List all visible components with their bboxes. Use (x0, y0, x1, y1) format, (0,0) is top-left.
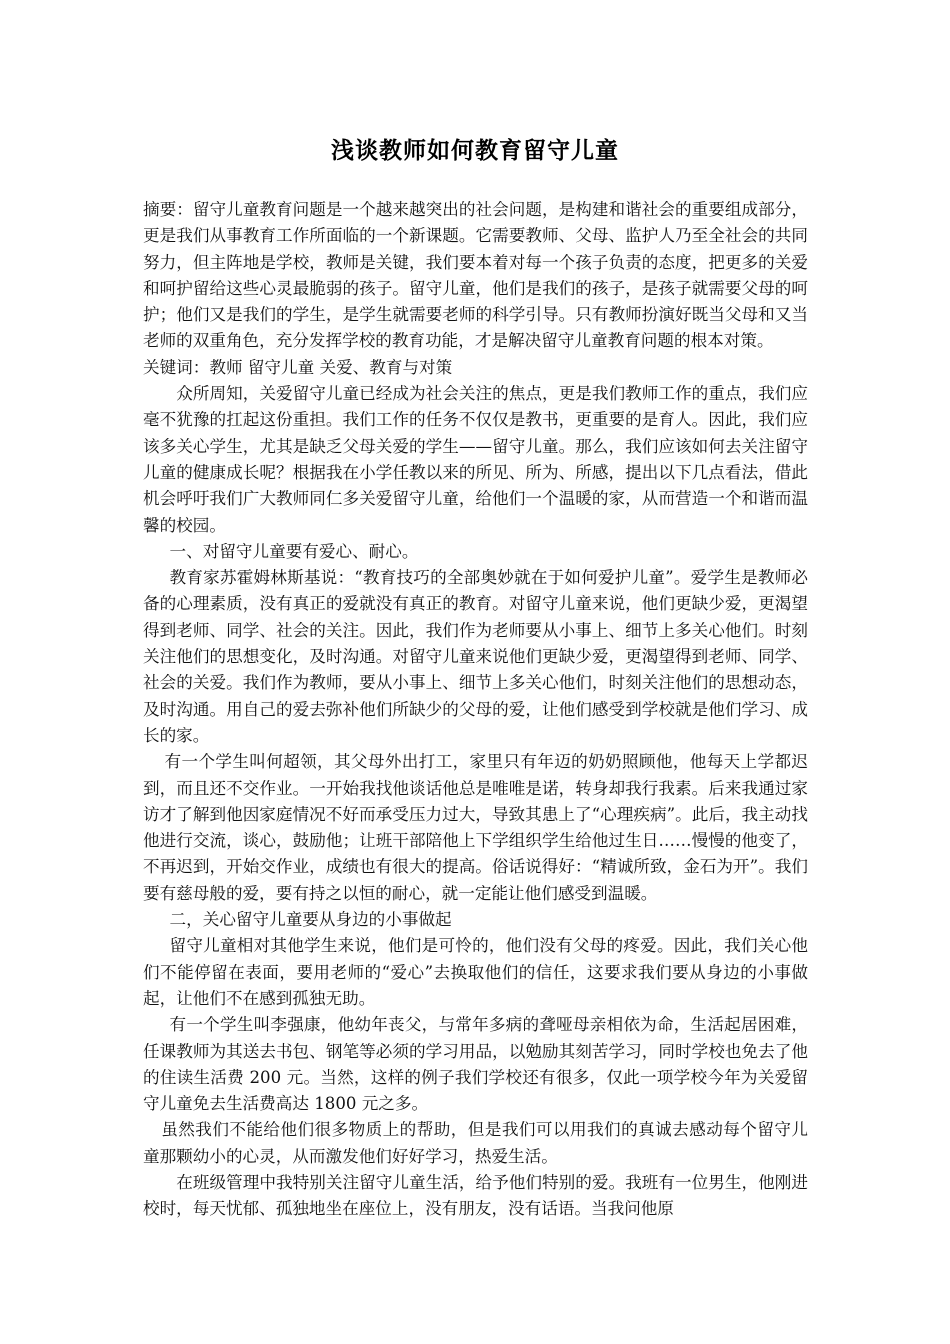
body-paragraph: 留守儿童相对其他学生来说，他们是可怜的，他们没有父母的疼爱。因此，我们关心他们不能停留在表面，要用老师的“爱心”去换取他们的信任，这要求我们要从身边的小事做起，让他们不在感到孤独无助。 (143, 936, 808, 1008)
section-heading-2: 二，关心留守儿童要从身边的小事做起 (169, 910, 452, 930)
document-body (143, 197, 808, 1223)
body-paragraph: 虽然我们不能给他们很多物质上的帮助，但是我们可以用我们的真诚去感动每个留守儿童那颗幼小的心灵，从而激发他们好好学习，热爱生活。 (143, 1120, 808, 1166)
body-paragraph: 在班级管理中我特别关注留守儿童生活，给予他们特别的爱。我班有一位男生，他刚进校时，每天忧郁、孤独地坐在座位上，没有朋友，没有话语。当我问他原 (143, 1172, 808, 1219)
body-paragraph: 有一个学生叫李强康，他幼年丧父，与常年多病的聋哑母亲相依为命，生活起居困难，任课教师为其送去书包、钢笔等必须的学习用品，以勉励其刻苦学习，同时学校也免去了他的住读生活费 200 元。当然，这样的例子我们学校还有很多，仅此一项学校今年为关爱留守儿童免去生活费高达 1800 元之多。 (143, 1015, 808, 1114)
body-paragraph: 教育家苏霍姆林斯基说：“教育技巧的全部奥妙就在于如何爱护儿童”。爱学生是教师必备的心理素质，没有真正的爱就没有真正的教育。对留守儿童来说，他们更缺少爱，更渴望得到老师、同学、社会的关注。因此，我们作为老师要从小事上、细节上多关心他们。时刻关注他们的思想变化，及时沟通。对留守儿童来说他们更缺少爱，更渴望得到老师、同学、社会的关爱。我们作为教师，要从小事上、细节上多关心他们，时刻关注他们的思想动态，及时沟通。用自己的爱去弥补他们所缺少的父母的爱，让他们感受到学校就是他们学习、成长的家。 (143, 568, 808, 745)
intro-paragraph: 众所周知，关爱留守儿童已经成为社会关注的焦点，更是我们教师工作的重点，我们应毫不犹豫的扛起这份重担。我们工作的任务不仅仅是教书，更重要的是育人。因此，我们应该多关心学生，尤其是缺乏父母关爱的学生——留守儿童。那么，我们应该如何去关注留守儿童的健康成长呢？根据我在小学任教以来的所见、所为、所感，提出以下几点看法，借此机会呼吁我们广大教师同仁多关爱留守儿童，给他们一个温暖的家，从而营造一个和谐而温馨的校园。 (143, 384, 808, 535)
section-heading-1: 一、对留守儿童要有爱心、耐心。 (169, 541, 419, 561)
keywords-line: 关键词：教师 留守儿童 关爱、教育与对策 (143, 357, 453, 377)
document-title: 浅谈教师如何教育留守儿童 (331, 138, 619, 164)
body-paragraph: 有一个学生叫何超领，其父母外出打工，家里只有年迈的奶奶照顾他，他每天上学都迟到，而且还不交作业。一开始我找他谈话他总是唯唯是诺，转身却我行我素。后来我通过家访才了解到他因家庭情况不好而承受压力过大，导致其患上了“心理疾病”。此后，我主动找他进行交流，谈心，鼓励他；让班干部陪他上下学组织学生给他过生日……慢慢的他变了，不再迟到，开始交作业，成绩也有很大的提高。俗话说得好：“精诚所致，金石为开”。我们要有慈母般的爱，要有持之以恒的耐心，就一定能让他们感受到温暖。 (143, 752, 808, 903)
abstract-paragraph: 摘要：留守儿童教育问题是一个越来越突出的社会问题，是构建和谐社会的重要组成部分，更是我们从事教育工作所面临的一个新课题。它需要教师、父母、监护人乃至全社会的共同努力，但主阵地是学校，教师是关键，我们要本着对每一个孩子负责的态度，把更多的关爱和呵护留给这些心灵最脆弱的孩子。留守儿童，他们是我们的孩子，是孩子就需要父母的呵护；他们又是我们的学生，是学生就需要老师的科学引导。只有教师扮演好既当父母和又当老师的双重角色，充分发挥学校的教育功能，才是解决留守儿童教育问题的根本对策。 (143, 200, 808, 351)
